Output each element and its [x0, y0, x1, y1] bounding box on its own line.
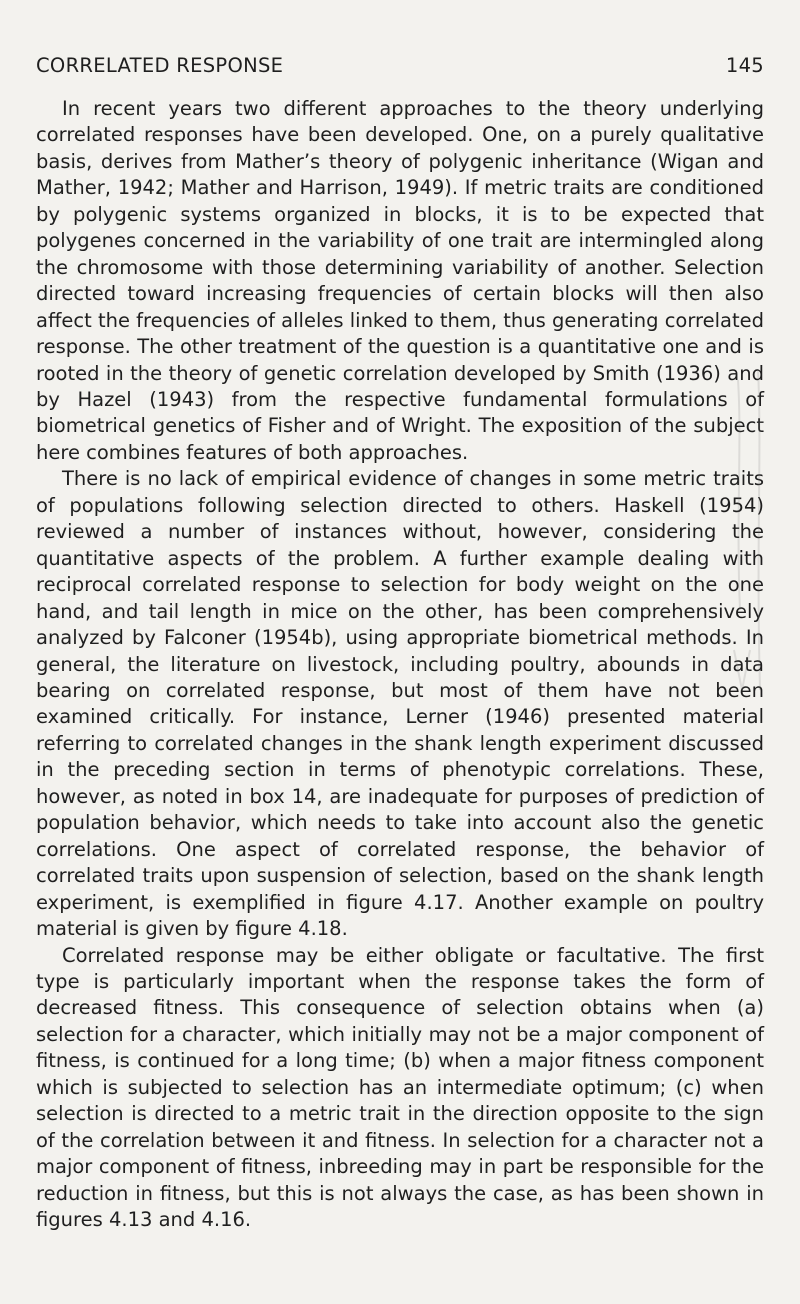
page-number: 145	[725, 54, 764, 77]
page-header	[36, 54, 764, 77]
paragraph-2: There is no lack of empirical evidence of changes in some metric traits of populations following selection directed to others. Haskell (1954) reviewed a number of instances without, however, considering the quantitative aspects of the problem. A further example dealing with reciprocal correlated response to selection for body weight on the one hand, and tail length in mice on the other, has been comprehensively analyzed by Falconer (1954b), using appropriate biometrical methods. In general, the literature on livestock, including poultry, abounds in data bearing on correlated response, but most of them have not been examined critically. For instance, Lerner (1946) presented material referring to correlated changes in the shank length experiment discussed in the preceding section in terms of phenotypic correlations. These, however, as noted in box 14, are inadequate for purposes of prediction of population behavior, which needs to take into account also the genetic correlations. One aspect of correlated response, the behavior of correlated traits upon suspension of selection, based on the shank length experiment, is exemplified in figure 4.17. Another example on poultry material is given by figure 4.18.	[36, 467, 764, 941]
paragraph-3: Correlated response may be either obligate or facultative. The first type is particularly important when the response takes the form of decreased fitness. This consequence of selection obtains when (a) selection for a character, which initially may not be a major component of fitness, is continued for a long time; (b) when a major fitness component which is subjected to selection has an intermediate optimum; (c) when selection is directed to a metric trait in the direction opposite to the sign of the correlation between it and fitness. In selection for a character not a major component of fitness, inbreeding may in part be responsible for the reduction in fitness, but this is not always the case, as has been shown in figures 4.13 and 4.16.	[36, 943, 764, 1232]
show-through-marks	[728, 360, 778, 740]
running-title: CORRELATED RESPONSE	[36, 54, 284, 77]
paragraph-1: In recent years two different approaches to the theory underlying correlated responses have been developed. One, on a purely qualitative basis, derives from Mather’s theory of polygenic inheritance (Wigan and Mather, 1942; Mather and Harrison, 1949). If metric traits are conditioned by polygenic systems organized in blocks, it is to be expected that polygenes concerned in the variability of one trait are intermingled along the chromosome with those determining variability of another. Selection directed toward increasing frequencies of certain blocks will then also affect the frequencies of alleles linked to them, thus generating correlated response. The other treatment of the question is a quantitative one and is rooted in the theory of genetic correlation developed by Smith (1936) and by Hazel (1943) from the respective fundamental formulations of biometrical genetics of Fisher and of Wright. The exposition of the subject here combines features of both approaches.	[36, 97, 764, 464]
body-text	[36, 96, 764, 1233]
